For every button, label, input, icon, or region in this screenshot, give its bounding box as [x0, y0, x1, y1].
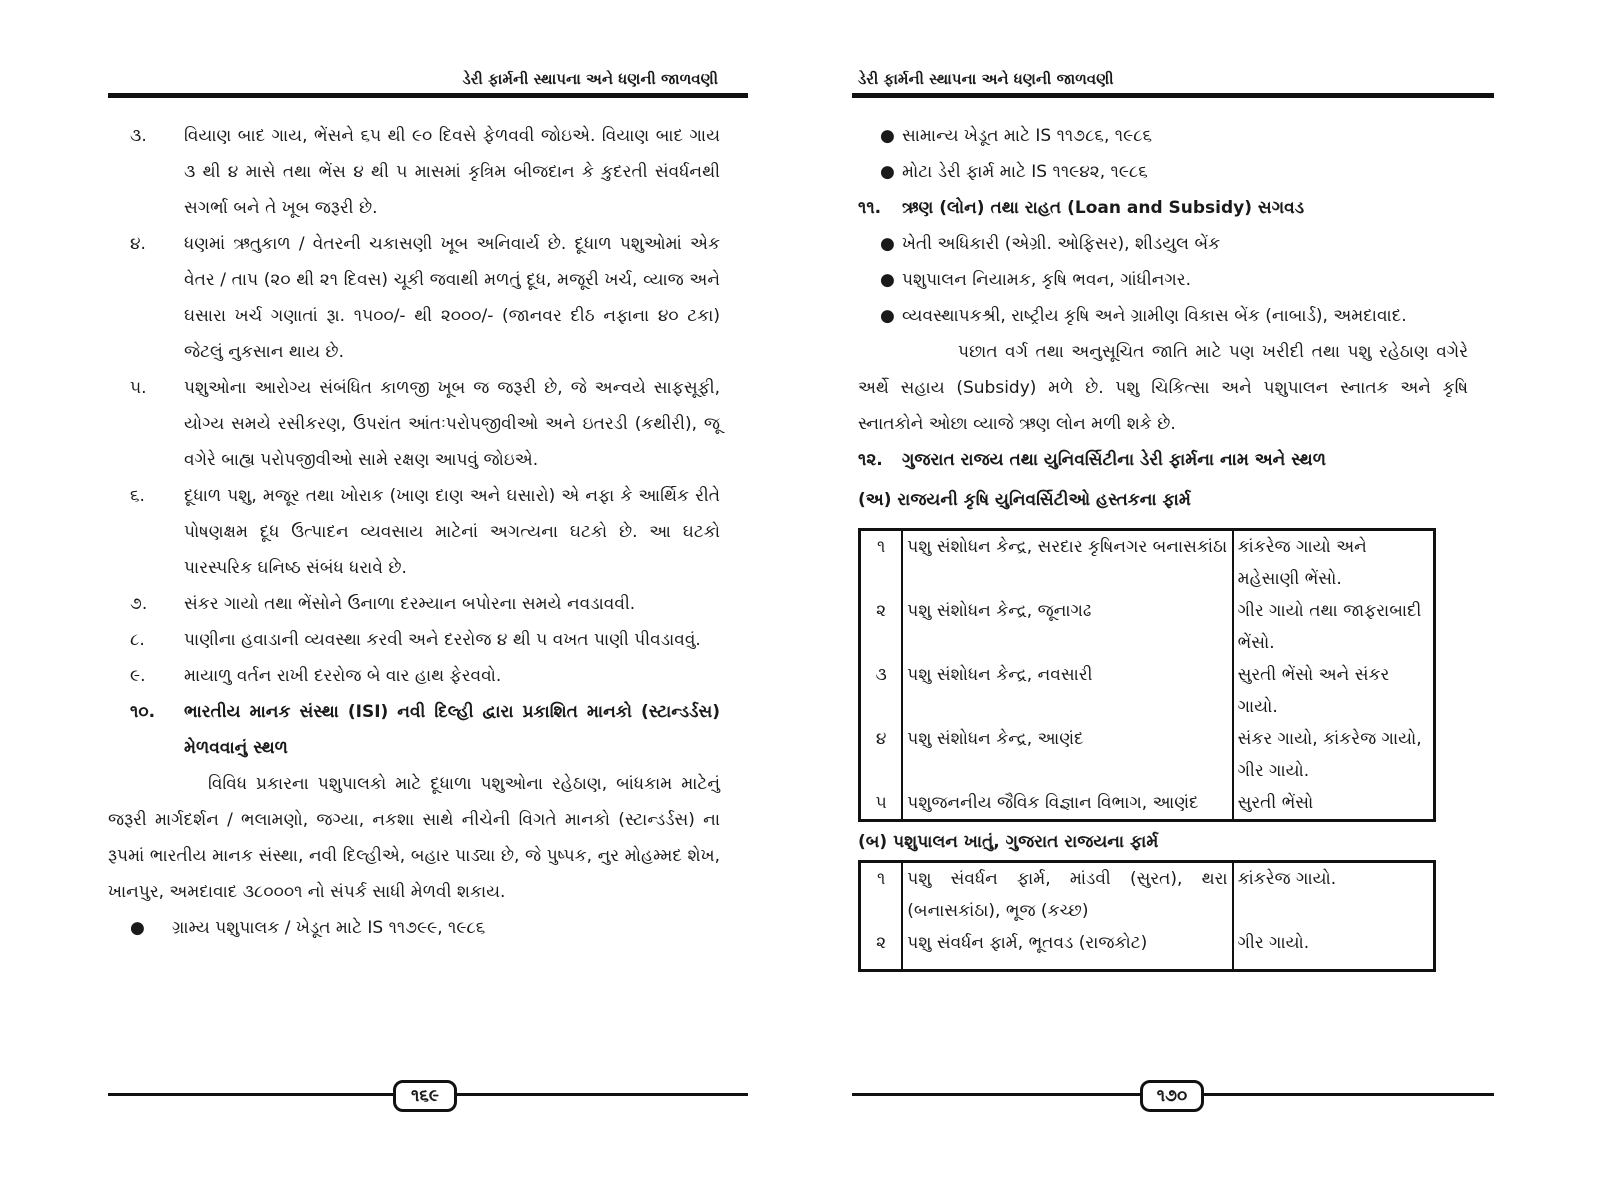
item-number: ૩.	[130, 126, 147, 146]
breed: ગીર ગાયો તથા જાફરાબાદી ભેંસો.	[1237, 601, 1422, 653]
standards-paragraph: વિવિધ પ્રકારના પશુપાલકો માટે દૂધાળા પશુઓના રહેઠાણ, બાંધકામ માટેનું જરૂરી માર્ગદર્શન / ભલામણો, જગ્યા, નકશા સાથે નીચેની વિગતે માનકો (સ્ટાન્ડર્ડસ) ના રૂપમાં ભારતીય માનક સંસ્થા, નવી દિલ્હીએ, બહાર પાડ્યા છે, જે પુષ્પક, નુર મોહમ્મદ શેખ, ખાનપુર, અમદાવાદ ૩૮૦૦૦૧ નો સંપર્ક સાધી મેળવી શકાય.	[108, 774, 720, 902]
list-item	[108, 586, 720, 622]
list-item	[108, 478, 720, 586]
bullet-icon: ●	[880, 306, 895, 326]
section-number: ૧૨.	[858, 450, 883, 470]
table-row	[860, 530, 1435, 596]
row-number: ૪	[860, 723, 903, 787]
bullet-text: પશુપાલન નિયામક, કૃષિ ભવન, ગાંધીનગર.	[902, 270, 1191, 290]
bullet-item	[858, 226, 1468, 262]
bullet-text: મોટા ડેરી ફાર્મ માટે IS ૧૧૯૪૨, ૧૯૮૬	[902, 162, 1148, 182]
list-item	[108, 226, 720, 370]
header-rule	[108, 93, 748, 98]
farm-name: પશુ સંવર્ધન ફાર્મ, ભૂતવડ (રાજકોટ)	[902, 927, 1232, 971]
bullet-text: ખેતી અધિકારી (એગ્રી. ઓફિસર), શીડયુલ બેંક	[902, 234, 1221, 254]
item-text: સંકર ગાયો તથા ભેંસોને ઉનાળા દરમ્યાન બપોરના સમયે નવડાવવી.	[184, 594, 636, 614]
right-page-body	[858, 118, 1468, 972]
header-rule	[852, 93, 1494, 98]
page-number: ૧૬૯	[393, 1080, 457, 1112]
bullet-item	[858, 262, 1468, 298]
item-text: ધણમાં ઋતુકાળ / વેતરની ચકાસણી ખૂબ અનિવાર્ય છે. દૂધાળ પશુઓમાં એક વેતર / તાપ (૨૦ થી ૨૧ દિવસ) ચૂકી જવાથી મળતું દૂધ, મજૂરી ખર્ચ, વ્યાજ અને ઘસારા ખર્ચ ગણાતાં રૂા. ૧૫૦૦/- થી ૨૦૦૦/- (જાનવર દીઠ નફાના ૪૦ ટકા) જેટલું નુકસાન થાય છે.	[184, 234, 720, 362]
list-item	[108, 118, 720, 226]
section-title: ભારતીય માનક સંસ્થા (ISI) નવી દિલ્હી દ્વારા પ્રકાશિત માનકો (સ્ટાન્ડર્ડસ) મેળવવાનું સ્થળ	[184, 702, 720, 758]
row-number: ૩	[860, 659, 903, 723]
item-number: ૮.	[130, 630, 145, 650]
bullet-icon: ●	[880, 270, 895, 290]
section-heading-12	[858, 442, 1468, 478]
row-number: ૫	[860, 787, 903, 821]
breed: સુરતી ભેંસો	[1237, 793, 1314, 813]
breed: કાંકરેજ ગાયો અને મહેસાણી ભેંસો.	[1237, 537, 1367, 589]
item-text: માયાળુ વર્તન રાખી દરરોજ બે વાર હાથ ફેરવવો.	[184, 666, 502, 686]
item-number: ૬.	[130, 486, 145, 506]
farm-name: પશુ સંશોધન કેન્દ્ર, નવસારી	[902, 659, 1232, 723]
item-number: ૫.	[130, 378, 147, 398]
row-number: ૨	[860, 595, 903, 659]
section-title: ગુજરાત રાજય તથા યુનિવર્સિટીના ડેરી ફાર્મના નામ અને સ્થળ	[902, 450, 1326, 470]
item-number: ૪.	[130, 234, 146, 254]
right-page	[800, 0, 1600, 1200]
farm-name: પશુ સંશોધન કેન્દ્ર, જૂનાગઢ	[902, 595, 1232, 659]
university-farms-table	[858, 528, 1436, 822]
bullet-icon: ●	[130, 918, 145, 938]
farm-name: પશુજનનીય જૈવિક વિજ્ઞાન વિભાગ, આણંદ	[902, 787, 1232, 821]
breed: સંકર ગાયો, કાંકરેજ ગાયો, ગીર ગાયો.	[1237, 729, 1422, 781]
item-number: ૯.	[130, 666, 146, 686]
bullet-icon: ●	[880, 162, 895, 182]
farm-name: પશુ સંવર્ધન ફાર્મ, માંડવી (સુરત), થરા (બનાસકાંઠા), ભૂજ (કચ્છ)	[902, 862, 1232, 928]
bullet-text: વ્યવસ્થાપકશ્રી, રાષ્ટ્રીય કૃષિ અને ગ્રામીણ વિકાસ બેંક (નાબાર્ડ), અમદાવાદ.	[902, 306, 1407, 326]
table-row	[860, 659, 1435, 723]
table-row	[860, 927, 1435, 971]
breed: સુરતી ભેંસો અને સંકર ગાયો.	[1237, 665, 1390, 717]
item-text: વિયાણ બાદ ગાય, ભેંસને ૬૫ થી ૯૦ દિવસે ફેળવવી જોઇએ. વિયાણ બાદ ગાય ૩ થી ૪ માસે તથા ભેંસ ૪ થી ૫ માસમાં કૃત્રિમ બીજદાન કે કુદરતી સંવર્ધનથી સગર્ભા બને તે ખૂબ જરૂરી છે.	[184, 126, 720, 218]
item-text: પાણીના હવાડાની વ્યવસ્થા કરવી અને દરરોજ ૪ થી ૫ વખત પાણી પીવડાવવું.	[184, 630, 701, 650]
page-number: ૧૭૦	[1140, 1080, 1204, 1112]
item-number: ૭.	[130, 594, 148, 614]
section-heading-10	[108, 694, 720, 766]
table-row	[860, 787, 1435, 821]
bullet-text: ગ્રામ્ય પશુપાલક / ખેડૂત માટે IS ૧૧૭૯૯, ૧૯૮૬	[172, 918, 486, 938]
list-item	[108, 622, 720, 658]
row-number: ૧	[860, 862, 903, 928]
subheading-b: (બ) પશુપાલન ખાતું, ગુજરાત રાજયના ફાર્મ	[858, 832, 1159, 852]
bullet-item	[108, 910, 720, 946]
row-number: ૧	[860, 530, 903, 596]
list-item	[108, 370, 720, 478]
table-row	[860, 723, 1435, 787]
left-page-body	[108, 118, 720, 946]
bullet-item	[858, 118, 1468, 154]
list-item	[108, 658, 720, 694]
subsidy-paragraph: પછાત વર્ગ તથા અનુસૂચિત જાતિ માટે પણ ખરીદી તથા પશુ રહેઠાણ વગેરે અર્થે સહાય (Subsidy) મળે છે. પશુ ચિકિત્સા અને પશુપાલન સ્નાતક અને કૃષિ સ્નાતકોને ઓછા વ્યાજે ઋણ લોન મળી શકે છે.	[858, 342, 1468, 434]
table-row	[860, 595, 1435, 659]
item-text: પશુઓના આરોગ્ય સંબંધિત કાળજી ખૂબ જ જરૂરી છે, જે અન્વયે સાફસૂફી, યોગ્ય સમયે રસીકરણ, ઉપરાંત આંતઃપરોપજીવીઓ અને ઇતરડી (કથીરી), જૂ વગેરે બાહ્ય પરોપજીવીઓ સામે રક્ષણ આપવું જોઇએ.	[184, 378, 720, 470]
breed: ગીર ગાયો.	[1237, 933, 1310, 953]
bullet-item	[858, 298, 1468, 334]
farm-name: પશુ સંશોધન કેન્દ્ર, આણંદ	[902, 723, 1232, 787]
subheading-a: (અ) રાજયની કૃષિ યુનિવર્સિટીઓ હસ્તકના ફાર્મ	[858, 490, 1191, 510]
section-heading-11	[858, 190, 1468, 226]
running-head: ડેરી ફાર્મની સ્થાપના અને ધણની જાળવણી	[462, 70, 718, 88]
bullet-icon: ●	[880, 234, 895, 254]
state-farms-table	[858, 860, 1436, 972]
breed: કાંકરેજ ગાયો.	[1237, 869, 1337, 889]
running-head: ડેરી ફાર્મની સ્થાપના અને ધણની જાળવણી	[858, 70, 1114, 88]
row-number: ૨	[860, 927, 903, 971]
bullet-item	[858, 154, 1468, 190]
farm-name: પશુ સંશોધન કેન્દ્ર, સરદાર કૃષિનગર બનાસકાંઠા	[902, 530, 1232, 596]
bullet-text: સામાન્ય ખેડૂત માટે IS ૧૧૭૮૬, ૧૯૮૬	[902, 126, 1153, 146]
section-title: ઋણ (લોન) તથા રાહત (Loan and Subsidy) સગવડ	[902, 198, 1305, 218]
section-number: ૧૦.	[130, 702, 156, 722]
item-text: દૂધાળ પશુ, મજૂર તથા ખોરાક (ખાણ દાણ અને ઘસારો) એ નફા કે આર્થિક રીતે પોષણક્ષમ દૂધ ઉત્પાદન વ્યવસાય માટેનાં અગત્યના ઘટકો છે. આ ઘટકો પારસ્પરિક ઘનિષ્ઠ સંબંધ ધરાવે છે.	[184, 486, 720, 578]
table-row	[860, 862, 1435, 928]
bullet-icon: ●	[880, 126, 895, 146]
section-number: ૧૧.	[858, 198, 882, 218]
